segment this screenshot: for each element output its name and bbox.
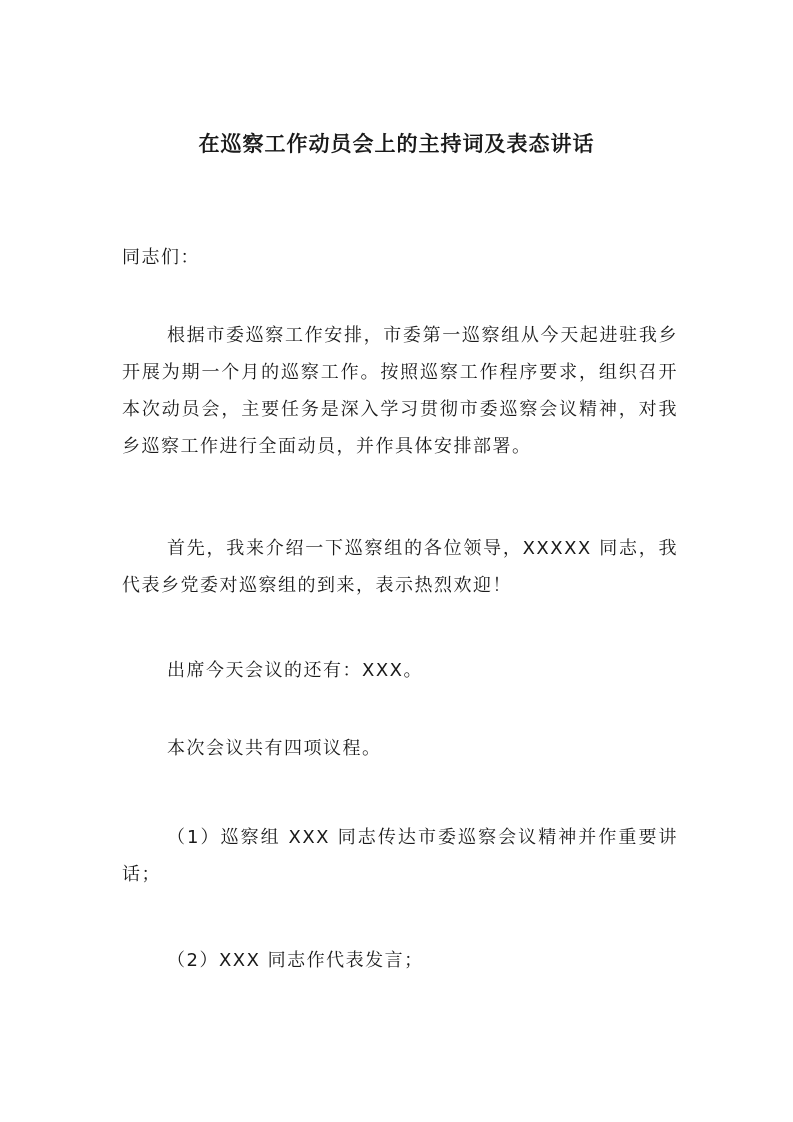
paragraph-attendees: 出席今天会议的还有：XXX。 (167, 660, 423, 681)
paragraph-arrangement: 根据市委巡察工作安排，市委第一巡察组从今天起进驻我乡开展为期一个月的巡察工作。按照巡察工作程序要求，组织召开本次动员会，主要任务是深入学习贯彻市委巡察会议精神，对我乡巡察工作进行全面动员，并作具体安排部署。 (122, 325, 678, 457)
paragraph-introduction: 首先，我来介绍一下巡察组的各位领导，XXXXX 同志，我代表乡党委对巡察组的到来，表示热烈欢迎！ (122, 538, 678, 596)
agenda-item-1: （1）巡察组 XXX 同志传达市委巡察会议精神并作重要讲话； (122, 827, 678, 885)
document-title: 在巡察工作动员会上的主持词及表态讲话 (198, 132, 595, 156)
salutation: 同志们： (122, 247, 200, 268)
agenda-item-2: （2）XXX 同志作代表发言； (167, 950, 424, 971)
paragraph-agenda-intro: 本次会议共有四项议程。 (167, 738, 382, 759)
